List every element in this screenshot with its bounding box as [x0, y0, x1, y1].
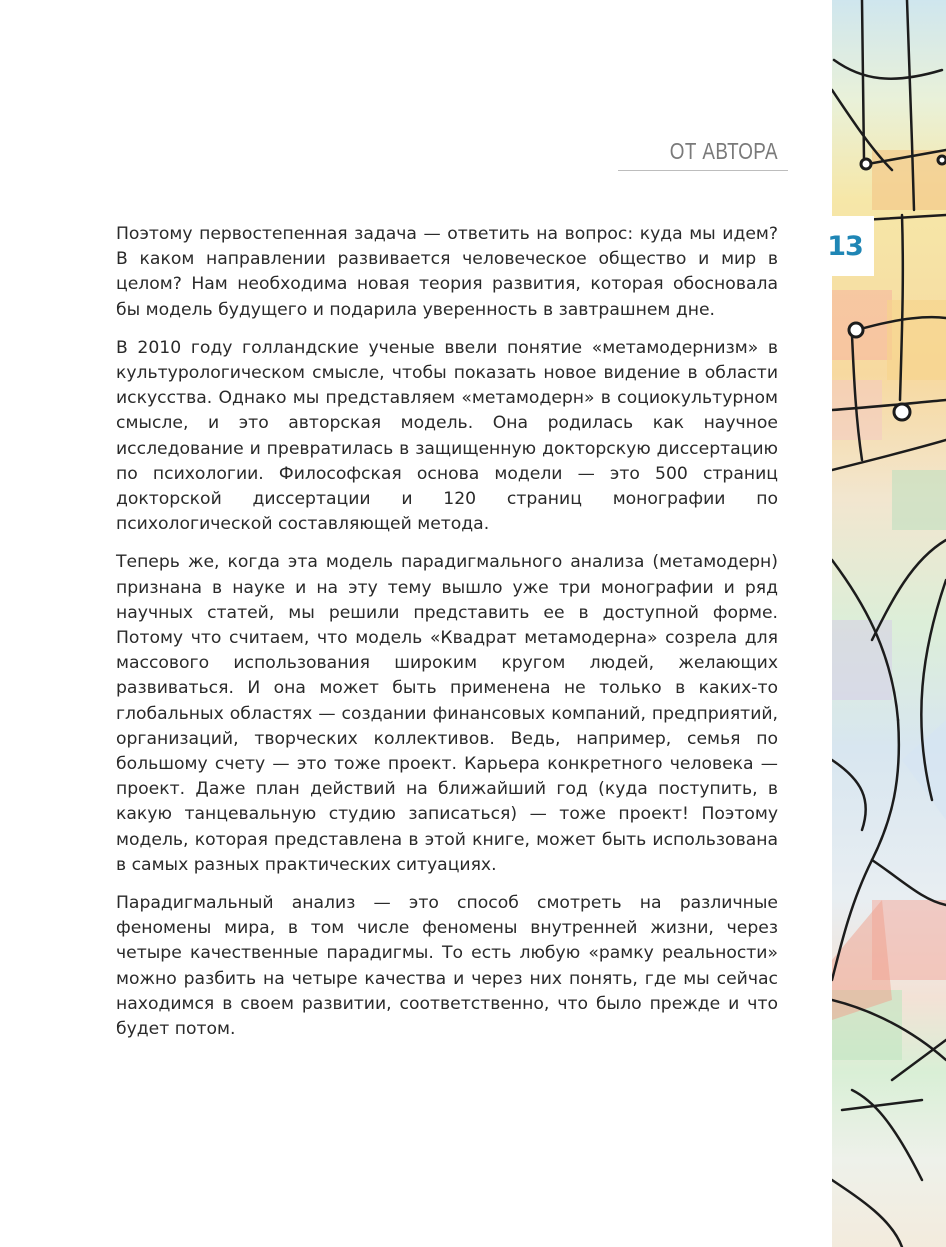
page-number: 13	[827, 230, 863, 262]
title-divider	[618, 170, 788, 171]
decorative-art-strip	[832, 0, 946, 1247]
paragraph-4: Парадигмальный анализ — это способ смотреть на различные феномены мира, в том числе феномены внутренней жизни, через четыре качественные парадигмы. То есть любую «рамку реальности» можно разбить на четыре качества и через них понять, где мы сейчас находимся в своем развитии, соответственно, что было прежде и что будет потом.	[116, 893, 778, 1040]
paragraph-3: Теперь же, когда эта модель парадигмального анализа (метамодерн) признана в науке и на эту тему вышло уже три монографии и ряд научных статей, мы решили представить ее в доступной форме. Потому что считаем, что модель «Квадрат метамодерна» созрела для массового использования широким кругом людей, желающих развиваться. И она может быть применена не только в каких-то глобальных областях — создании финансовых компаний, предприятий, организаций, творческих коллективов. Ведь, например, семья по большому счету — это тоже проект. Карьера конкретного человека — проект. Даже план действий на ближайший год (куда поступить, в какую танцевальную студию записаться) — тоже проект! Поэтому модель, которая представлена в этой книге, может быть использована в самых разных практических ситуациях.	[116, 552, 778, 875]
body-text	[116, 222, 778, 1055]
section-title: ОТ АВТОРА	[669, 138, 778, 164]
page-number-tab	[816, 216, 874, 276]
stained-glass-illustration	[832, 0, 946, 1247]
paragraph-2: В 2010 году голландские ученые ввели понятие «метамодернизм» в культурологическом смысле, чтобы показать новое видение в области искусства. Однако мы представляем «метамодерн» в социокультурном смысле, и это авторская модель. Она родилась как научное исследование и превратилась в защищенную докторскую диссертацию по психологии. Философская основа модели — это 500 страниц докторской диссертации и 120 страниц монографии по психологической составляющей метода.	[116, 337, 778, 535]
paragraph-1: Поэтому первостепенная задача — ответить на вопрос: куда мы идем? В каком направлении развивается человеческое общество и мир в целом? Нам необходима новая теория развития, которая обосновала бы модель будущего и подарила уверенность в завтрашнем дне.	[116, 224, 778, 320]
